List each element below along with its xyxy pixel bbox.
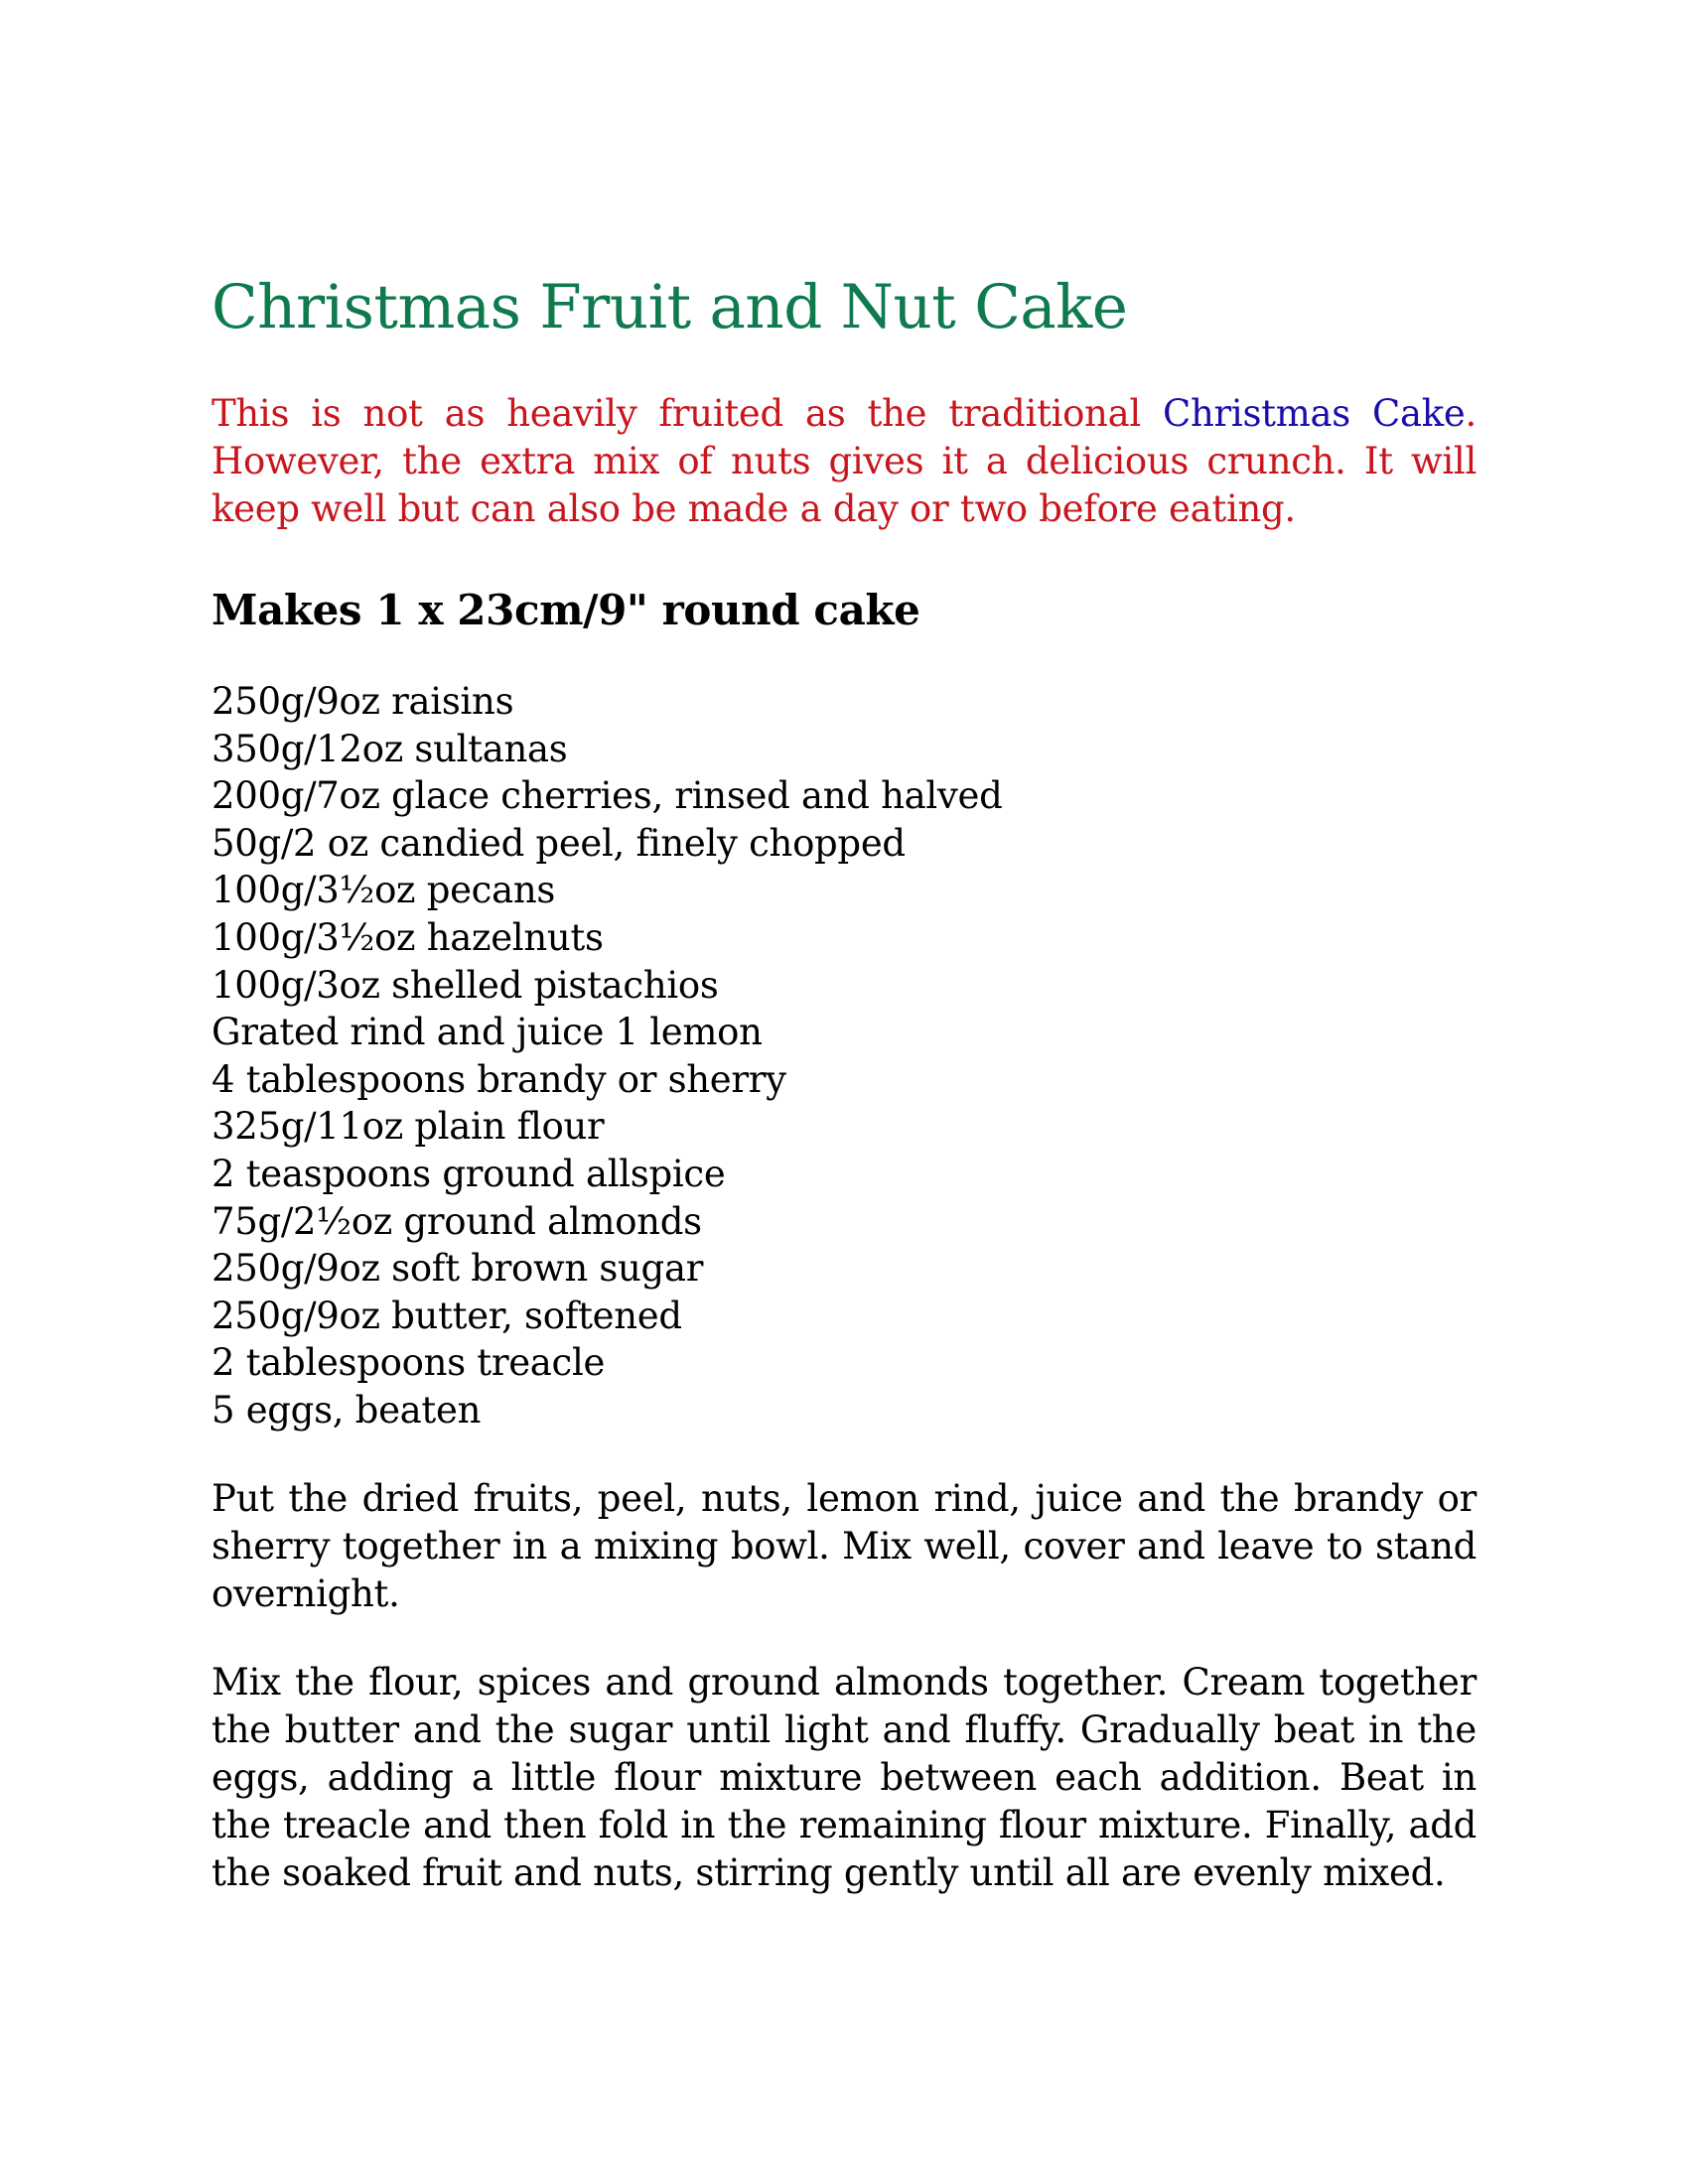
ingredient-item: 250g/9oz soft brown sugar	[211, 1247, 704, 1291]
ingredient-item: 100g/3½oz pecans	[211, 869, 556, 912]
ingredient-item: Grated rind and juice 1 lemon	[211, 1011, 763, 1054]
ingredient-item: 100g/3oz shelled pistachios	[211, 963, 719, 1007]
method-step-2: Mix the flour, spices and ground almonds together. Cream together the butter and the sugar until light and fluffy. Gradually beat in the eggs, adding a little flour mixture between each addition. Beat in the treacle and then fold in the remaining flour mixture. Finally, add the soaked fruit and nuts, stirring gently until all are evenly mixed.	[211, 1660, 1477, 1894]
intro-paragraph	[211, 390, 1477, 533]
ingredient-item: 2 tablespoons treacle	[211, 1341, 606, 1385]
page-title: Christmas Fruit and Nut Cake	[211, 272, 1128, 342]
christmas-cake-link[interactable]: Christmas Cake	[1162, 392, 1466, 435]
ingredient-item: 5 eggs, beaten	[211, 1388, 482, 1432]
ingredient-item: 200g/7oz glace cherries, rinsed and halved	[211, 774, 1003, 818]
ingredient-item: 50g/2 oz candied peel, finely chopped	[211, 821, 906, 865]
ingredient-item: 250g/9oz raisins	[211, 680, 514, 723]
ingredient-item: 100g/3½oz hazelnuts	[211, 915, 604, 959]
ingredient-item: 325g/11oz plain flour	[211, 1105, 605, 1149]
ingredients-list	[211, 678, 1477, 1434]
ingredient-item: 250g/9oz butter, softened	[211, 1294, 682, 1337]
ingredient-item: 350g/12oz sultanas	[211, 727, 568, 770]
intro-text-before-link: This is not as heavily fruited as the traditional	[211, 392, 1163, 435]
ingredient-item: 75g/2½oz ground almonds	[211, 1199, 702, 1243]
method-step-1: Put the dried fruits, peel, nuts, lemon rind, juice and the brandy or sherry together in a mixing bowl. Mix well, cover and leave to stand overnight.	[211, 1476, 1477, 1615]
ingredient-item: 4 tablespoons brandy or sherry	[211, 1057, 786, 1101]
recipe-yield-heading: Makes 1 x 23cm/9" round cake	[211, 586, 920, 634]
recipe-page	[211, 268, 1477, 1897]
ingredient-item: 2 teaspoons ground allspice	[211, 1152, 726, 1195]
intro-text-after-link: . However, the extra mix of nuts gives it a delicious crunch. It will keep well but can also be made a day or two before eating.	[211, 392, 1477, 530]
